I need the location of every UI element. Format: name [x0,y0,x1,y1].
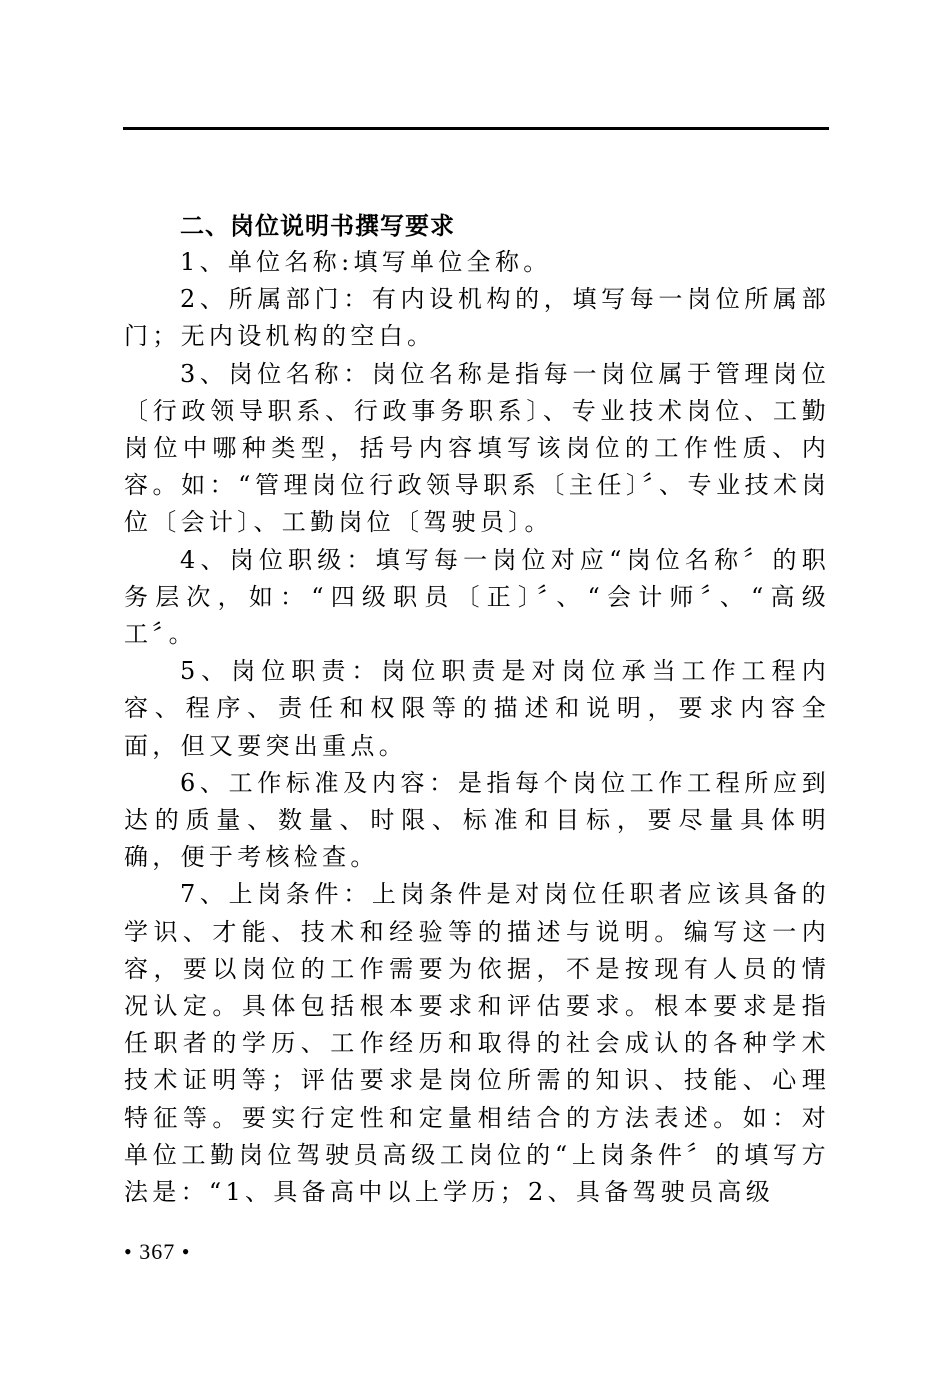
paragraph-position-name: 3、岗位名称：岗位名称是指每一岗位属于管理岗位〔行政领导职系、行政事务职系〕、专业技术岗位、工勤岗位中哪种类型，括号内容填写该岗位的工作性质、内容。如：“管理岗位行政领导职系〔主任〕〞、专业技术岗位〔会计〕、工勤岗位〔驾驶员〕。 [124,359,830,537]
paragraph-department: 2、所属部门：有内设机构的，填写每一岗位所属部门；无内设机构的空白。 [124,285,830,351]
paragraph-job-requirements: 7、上岗条件：上岗条件是对岗位任职者应该具备的学识、才能、技术和经验等的描述与说明。编写这一内容，要以岗位的工作需要为依据，不是按现有人员的情况认定。具体包括根本要求和评估要求。根本要求是指任职者的学历、工作经历和取得的社会成认的各种学术技术证明等；评估要求是岗位所需的知识、技能、心理特征等。要实行定性和定量相结合的方法表述。如：对单位工勤岗位驾驶员高级工岗位的“上岗条件〞的填写方法是：“1、具备高中以上学历；2、具备驾驶员高级 [124,880,830,1207]
paragraph-position-level: 4、岗位职级：填写每一岗位对应“岗位名称〞的职务层次，如：“四级职员〔正〕〞、“会计师〞、“高级工〞。 [124,545,830,649]
document-body [124,208,830,1211]
section-heading: 二、岗位说明书撰写要求 [180,212,455,240]
paragraph-position-duties: 5、岗位职责：岗位职责是对岗位承当工作工程内容、程序、责任和权限等的描述和说明，要求内容全面，但又要突出重点。 [124,657,830,760]
page-number: • 367 • [124,1239,191,1264]
header-rule [123,127,829,130]
paragraph-unit-name: 1、单位名称:填写单位全称。 [180,248,552,276]
paragraph-work-standards: 6、工作标准及内容：是指每个岗位工作工程所应到达的质量、数量、时限、标准和目标，要尽量具体明确，便于考核检查。 [124,768,830,872]
